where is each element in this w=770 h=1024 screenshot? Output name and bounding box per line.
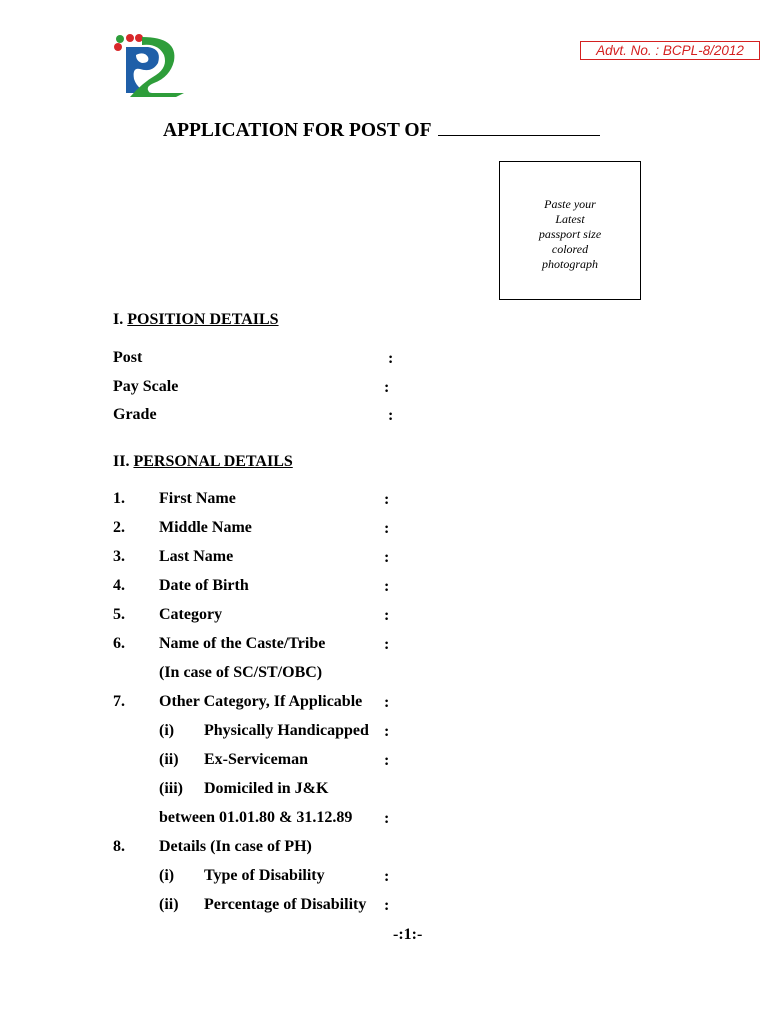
- sub-item-number: (i): [159, 867, 175, 884]
- item-colon: :: [384, 520, 390, 537]
- section-2-number: II.: [113, 453, 130, 470]
- item-label-ex-serviceman: Ex-Serviceman: [204, 751, 308, 768]
- field-colon-grade: :: [388, 407, 394, 424]
- item-colon: :: [384, 549, 390, 566]
- item-label-caste-note: (In case of SC/ST/OBC): [159, 664, 323, 681]
- item-label-ph-details: Details (In case of PH): [159, 838, 312, 855]
- item-number: 8.: [113, 838, 125, 855]
- item-label-category: Category: [159, 606, 223, 623]
- item-number: 5.: [113, 606, 125, 623]
- photo-line-1: Paste your: [544, 197, 596, 211]
- page-title: [163, 117, 600, 142]
- section-2-title: PERSONAL DETAILS: [133, 453, 293, 470]
- sub-item-number: (ii): [159, 751, 179, 768]
- page-number: -:1:-: [393, 926, 423, 943]
- item-colon: :: [384, 723, 390, 740]
- item-label-domiciled-jk: Domiciled in J&K: [204, 780, 329, 797]
- item-number: 2.: [113, 519, 125, 536]
- section-1-number: I.: [113, 311, 124, 328]
- item-colon: :: [384, 607, 390, 624]
- photo-instructions: [500, 197, 640, 272]
- item-number: 4.: [113, 577, 125, 594]
- photo-line-4: colored: [551, 242, 589, 256]
- section-1-heading: [113, 311, 279, 329]
- item-number: 6.: [113, 635, 125, 652]
- photo-line-5: photograph: [541, 257, 598, 271]
- item-colon: :: [384, 810, 390, 827]
- item-label-domicile-period: between 01.01.80 & 31.12.89: [159, 809, 353, 826]
- item-label-date-of-birth: Date of Birth: [159, 577, 249, 594]
- item-label-physically-handicapped: Physically Handicapped: [204, 722, 369, 739]
- page-title-text: APPLICATION FOR POST OF: [163, 120, 432, 141]
- photo-box[interactable]: [499, 161, 641, 300]
- field-label-grade: Grade: [113, 406, 157, 423]
- item-label-first-name: First Name: [159, 490, 236, 507]
- item-colon: :: [384, 636, 390, 653]
- photo-line-3: passport size: [538, 227, 602, 241]
- field-label-pay-scale: Pay Scale: [113, 378, 179, 395]
- advertisement-number: Advt. No. : BCPL-8/2012: [580, 41, 760, 60]
- bcpl-logo-icon: [112, 33, 188, 99]
- item-label-last-name: Last Name: [159, 548, 234, 565]
- item-colon: :: [384, 491, 390, 508]
- field-label-post: Post: [113, 349, 143, 366]
- sub-item-number: (iii): [159, 780, 183, 797]
- item-colon: :: [384, 578, 390, 595]
- section-2-heading: [113, 453, 293, 471]
- item-label-type-of-disability: Type of Disability: [204, 867, 325, 884]
- item-number: 1.: [113, 490, 125, 507]
- item-label-other-category: Other Category, If Applicable: [159, 693, 363, 710]
- field-colon-post: :: [388, 350, 394, 367]
- field-colon-pay-scale: :: [384, 379, 390, 396]
- item-colon: :: [384, 752, 390, 769]
- item-label-caste-tribe: Name of the Caste/Tribe: [159, 635, 326, 652]
- item-colon: :: [384, 897, 390, 914]
- item-colon: :: [384, 868, 390, 885]
- item-number: 7.: [113, 693, 125, 710]
- section-1-title: POSITION DETAILS: [127, 311, 279, 328]
- photo-line-2: Latest: [555, 212, 585, 226]
- sub-item-number: (i): [159, 722, 175, 739]
- sub-item-number: (ii): [159, 896, 179, 913]
- item-number: 3.: [113, 548, 125, 565]
- item-colon: :: [384, 694, 390, 711]
- post-name-blank[interactable]: [438, 117, 600, 136]
- item-label-middle-name: Middle Name: [159, 519, 252, 536]
- item-label-percentage-of-disability: Percentage of Disability: [204, 896, 367, 913]
